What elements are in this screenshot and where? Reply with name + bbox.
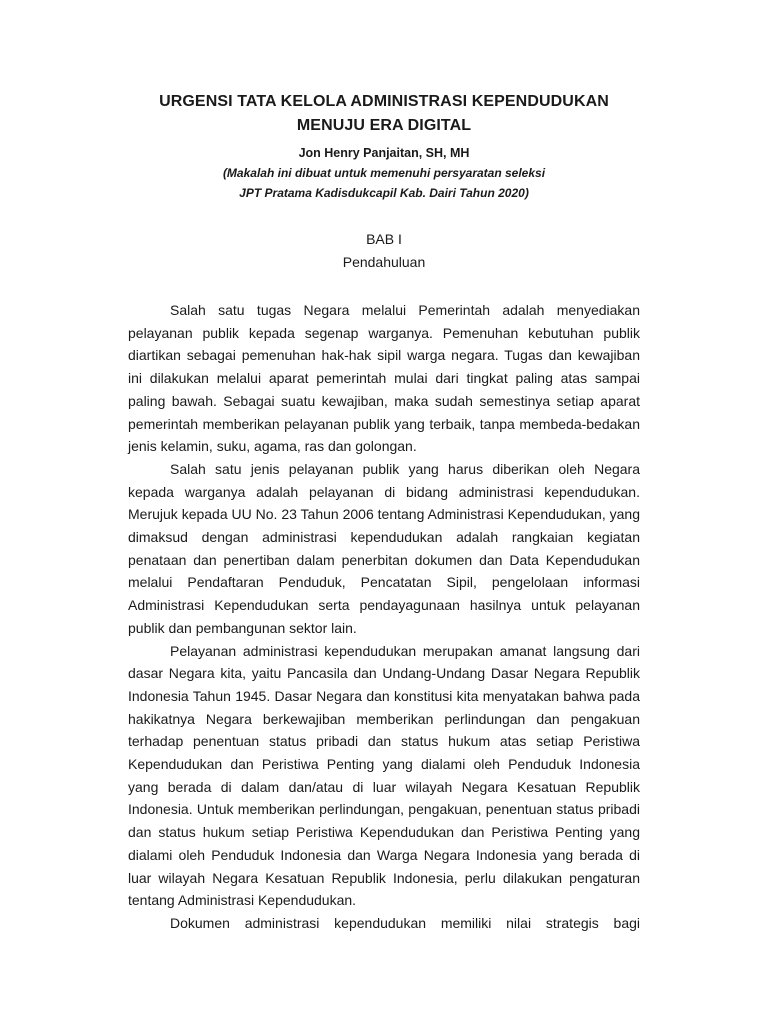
paragraph-4: Dokumen administrasi kependudukan memiliki nilai strategis bagi bbox=[170, 914, 640, 931]
chapter-title: Pendahuluan bbox=[342, 254, 426, 270]
paragraph-2: Salah satu jenis pelayanan publik yang harus diberikan oleh Negara kepada warganya adalah pelayanan di bidang administrasi kependudukan. Merujuk kepada UU No. 23 Tahun 2006 tentang Administrasi Kependudukan, yang dimaksud dengan administrasi kependudukan adalah rangkaian kegiatan penataan dan penertiban dalam penerbitan dokumen dan Data Kependudukan melalui Pendaftaran Penduduk, Pencatatan Sipil, pengelolaan informasi Administrasi Kependudukan serta pendayagunaan hasilnya untuk pelayanan publik dan pembangunan sektor lain. bbox=[128, 460, 640, 636]
document-title-line-2: MENUJU ERA DIGITAL bbox=[296, 117, 472, 134]
author-name: Jon Henry Panjaitan, SH, MH bbox=[298, 146, 470, 160]
paragraph-3: Pelayanan administrasi kependudukan merupakan amanat langsung dari dasar Negara kita, yaitu Pancasila dan Undang-Undang Dasar Negara Republik Indonesia Tahun 1945. Dasar Negara dan konstitusi kita menyatakan bahwa pada hakikatnya Negara berkewajiban memberikan perlindungan dan pengakuan terhadap penentuan status pribadi dan status hukum atas setiap Peristiwa Kependudukan dan Peristiwa Penting yang dialami oleh Penduduk Indonesia yang berada di dalam dan/atau di luar wilayah Negara Kesatuan Republik Indonesia. Untuk memberikan perlindungan, pengakuan, penentuan status pribadi dan status hukum setiap Peristiwa Kependudukan dan Peristiwa Penting yang dialami oleh Penduduk Indonesia dan Warga Negara Indonesia yang berada di luar wilayah Negara Kesatuan Republik Indonesia, perlu dilakukan pengaturan tentang Administrasi Kependudukan. bbox=[128, 642, 640, 909]
document-title-line-1: URGENSI TATA KELOLA ADMINISTRASI KEPENDUDUKAN bbox=[159, 93, 609, 110]
paragraph-1: Salah satu tugas Negara melalui Pemerintah adalah menyediakan pelayanan publik kepada segenap warganya. Pemenuhan kebutuhan publik diartikan sebagai pemenuhan hak-hak sipil warga negara. Tugas dan kewajiban ini dilakukan melalui aparat pemerintah mulai dari tingkat paling atas sampai paling bawah. Sebagai suatu kewajiban, maka sudah semestinya setiap aparat pemerintah memberikan pelayanan publik yang terbaik, tanpa membeda-bedakan jenis kelamin, suku, agama, ras dan golongan. bbox=[128, 302, 640, 455]
purpose-note-line-1: (Makalah ini dibuat untuk memenuhi persyaratan seleksi bbox=[222, 166, 546, 180]
purpose-note-line-2: JPT Pratama Kadisdukcapil Kab. Dairi Tahun 2020) bbox=[239, 186, 529, 200]
document-header bbox=[0, 90, 768, 203]
body-text bbox=[128, 299, 640, 935]
chapter-heading: BAB I bbox=[366, 231, 402, 247]
